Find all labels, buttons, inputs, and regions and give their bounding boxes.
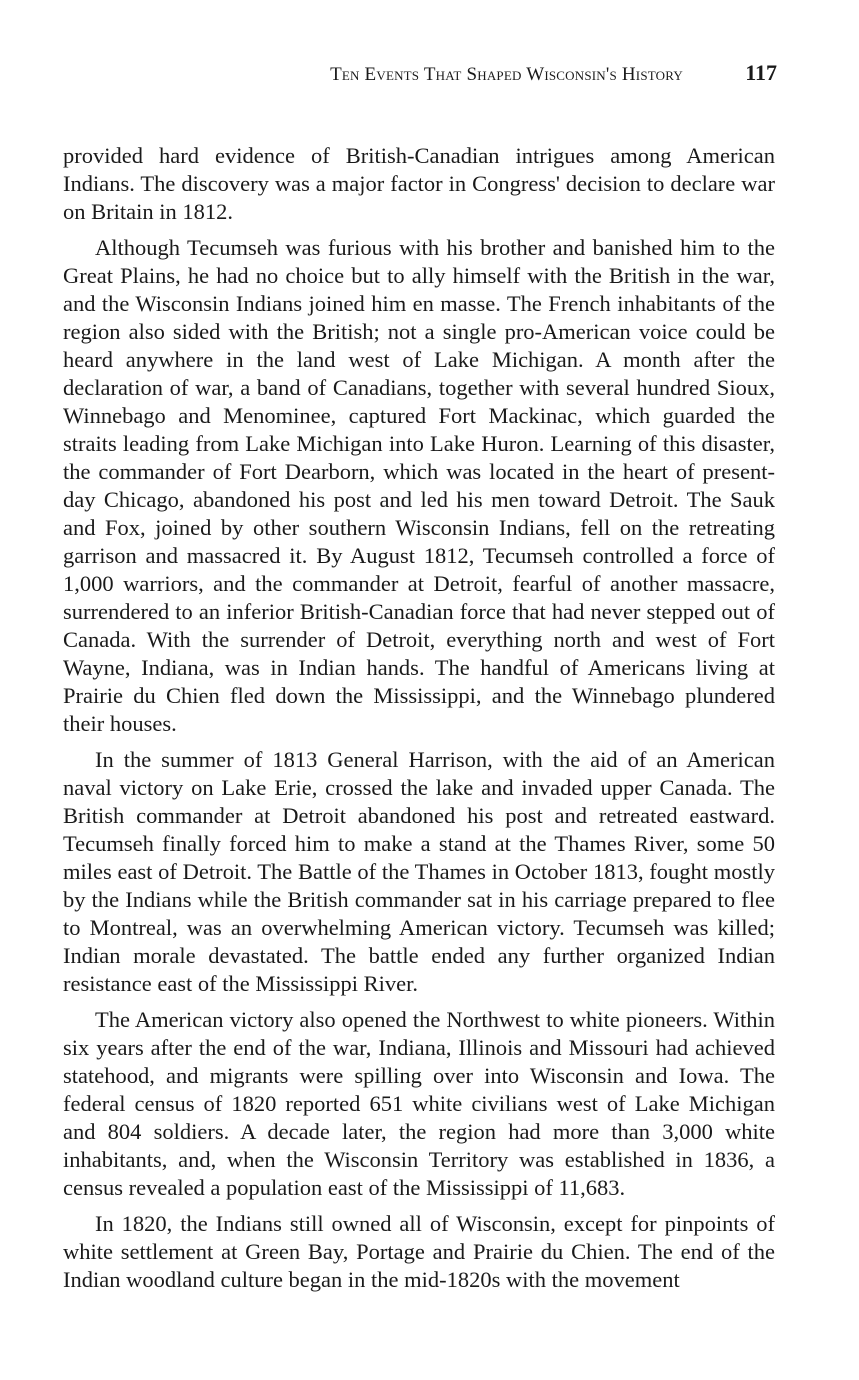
page-number: 117 [745, 60, 777, 85]
paragraph-indian-land-1820: In 1820, the Indians still owned all of Wisconsin, except for pinpoints of white settlement at Green Bay, Portage and Prairie du Chien. The end of the Indian woodland culture began in the mid-1820s with the movement [63, 1211, 775, 1292]
running-header [62, 58, 777, 92]
body-text [63, 142, 775, 1302]
paragraph-battle-of-thames: In the summer of 1813 General Harrison, with the aid of an American naval victory on Lake Erie, crossed the lake and invaded upper Canada. The British commander at Detroit abandoned his post and retreated eastward. Tecumseh finally forced him to make a stand at the Thames River, some 50 miles east of Detroit. The Battle of the Thames in October 1813, fought mostly by the Indians while the British commander sat in his carriage prepared to flee to Montreal, was an overwhelming American victory. Tecumseh was killed; Indian morale devastated. The battle ended any further organized Indian resistance east of the Mississippi River. [63, 747, 775, 996]
paragraph-white-pioneers: The American victory also opened the Northwest to white pioneers. Within six years after the end of the war, Indiana, Illinois and Missouri had achieved statehood, and migrants were spilling over into Wisconsin and Iowa. The federal census of 1820 reported 651 white civilians west of Lake Michigan and 804 soldiers. A decade later, the region had more than 3,000 white inhabitants, and, when the Wisconsin Territory was established in 1836, a census revealed a population east of the Mississippi of 11,683. [63, 1007, 775, 1200]
running-title: Ten Events That Shaped Wisconsin's History [330, 64, 683, 85]
paragraph-tecumseh-alliance: Although Tecumseh was furious with his brother and banished him to the Great Plains, he had no choice but to ally himself with the British in the war, and the Wisconsin Indians joined him en masse. The French inhabitants of the region also sided with the British; not a single pro-American voice could be heard anywhere in the land west of Lake Michigan. A month after the declaration of war, a band of Canadians, together with several hundred Sioux, Winnebago and Menominee, captured Fort Mackinac, which guarded the straits leading from Lake Michigan into Lake Huron. Learning of this disaster, the commander of Fort Dearborn, which was located in the heart of present-day Chicago, abandoned his post and led his men toward Detroit. The Sauk and Fox, joined by other southern Wisconsin Indians, fell on the retreating garrison and massacred it. By August 1812, Tecumseh controlled a force of 1,000 warriors, and the commander at Detroit, fearful of another massacre, surrendered to an inferior British-Canadian force that had never stepped out of Canada. With the surrender of Detroit, everything north and west of Fort Wayne, Indiana, was in Indian hands. The handful of Americans living at Prairie du Chien fled down the Mississippi, and the Winnebago plundered their houses. [63, 235, 775, 736]
paragraph-continued: provided hard evidence of British-Canadian intrigues among American Indians. The discovery was a major factor in Congress' decision to declare war on Britain in 1812. [63, 143, 775, 224]
